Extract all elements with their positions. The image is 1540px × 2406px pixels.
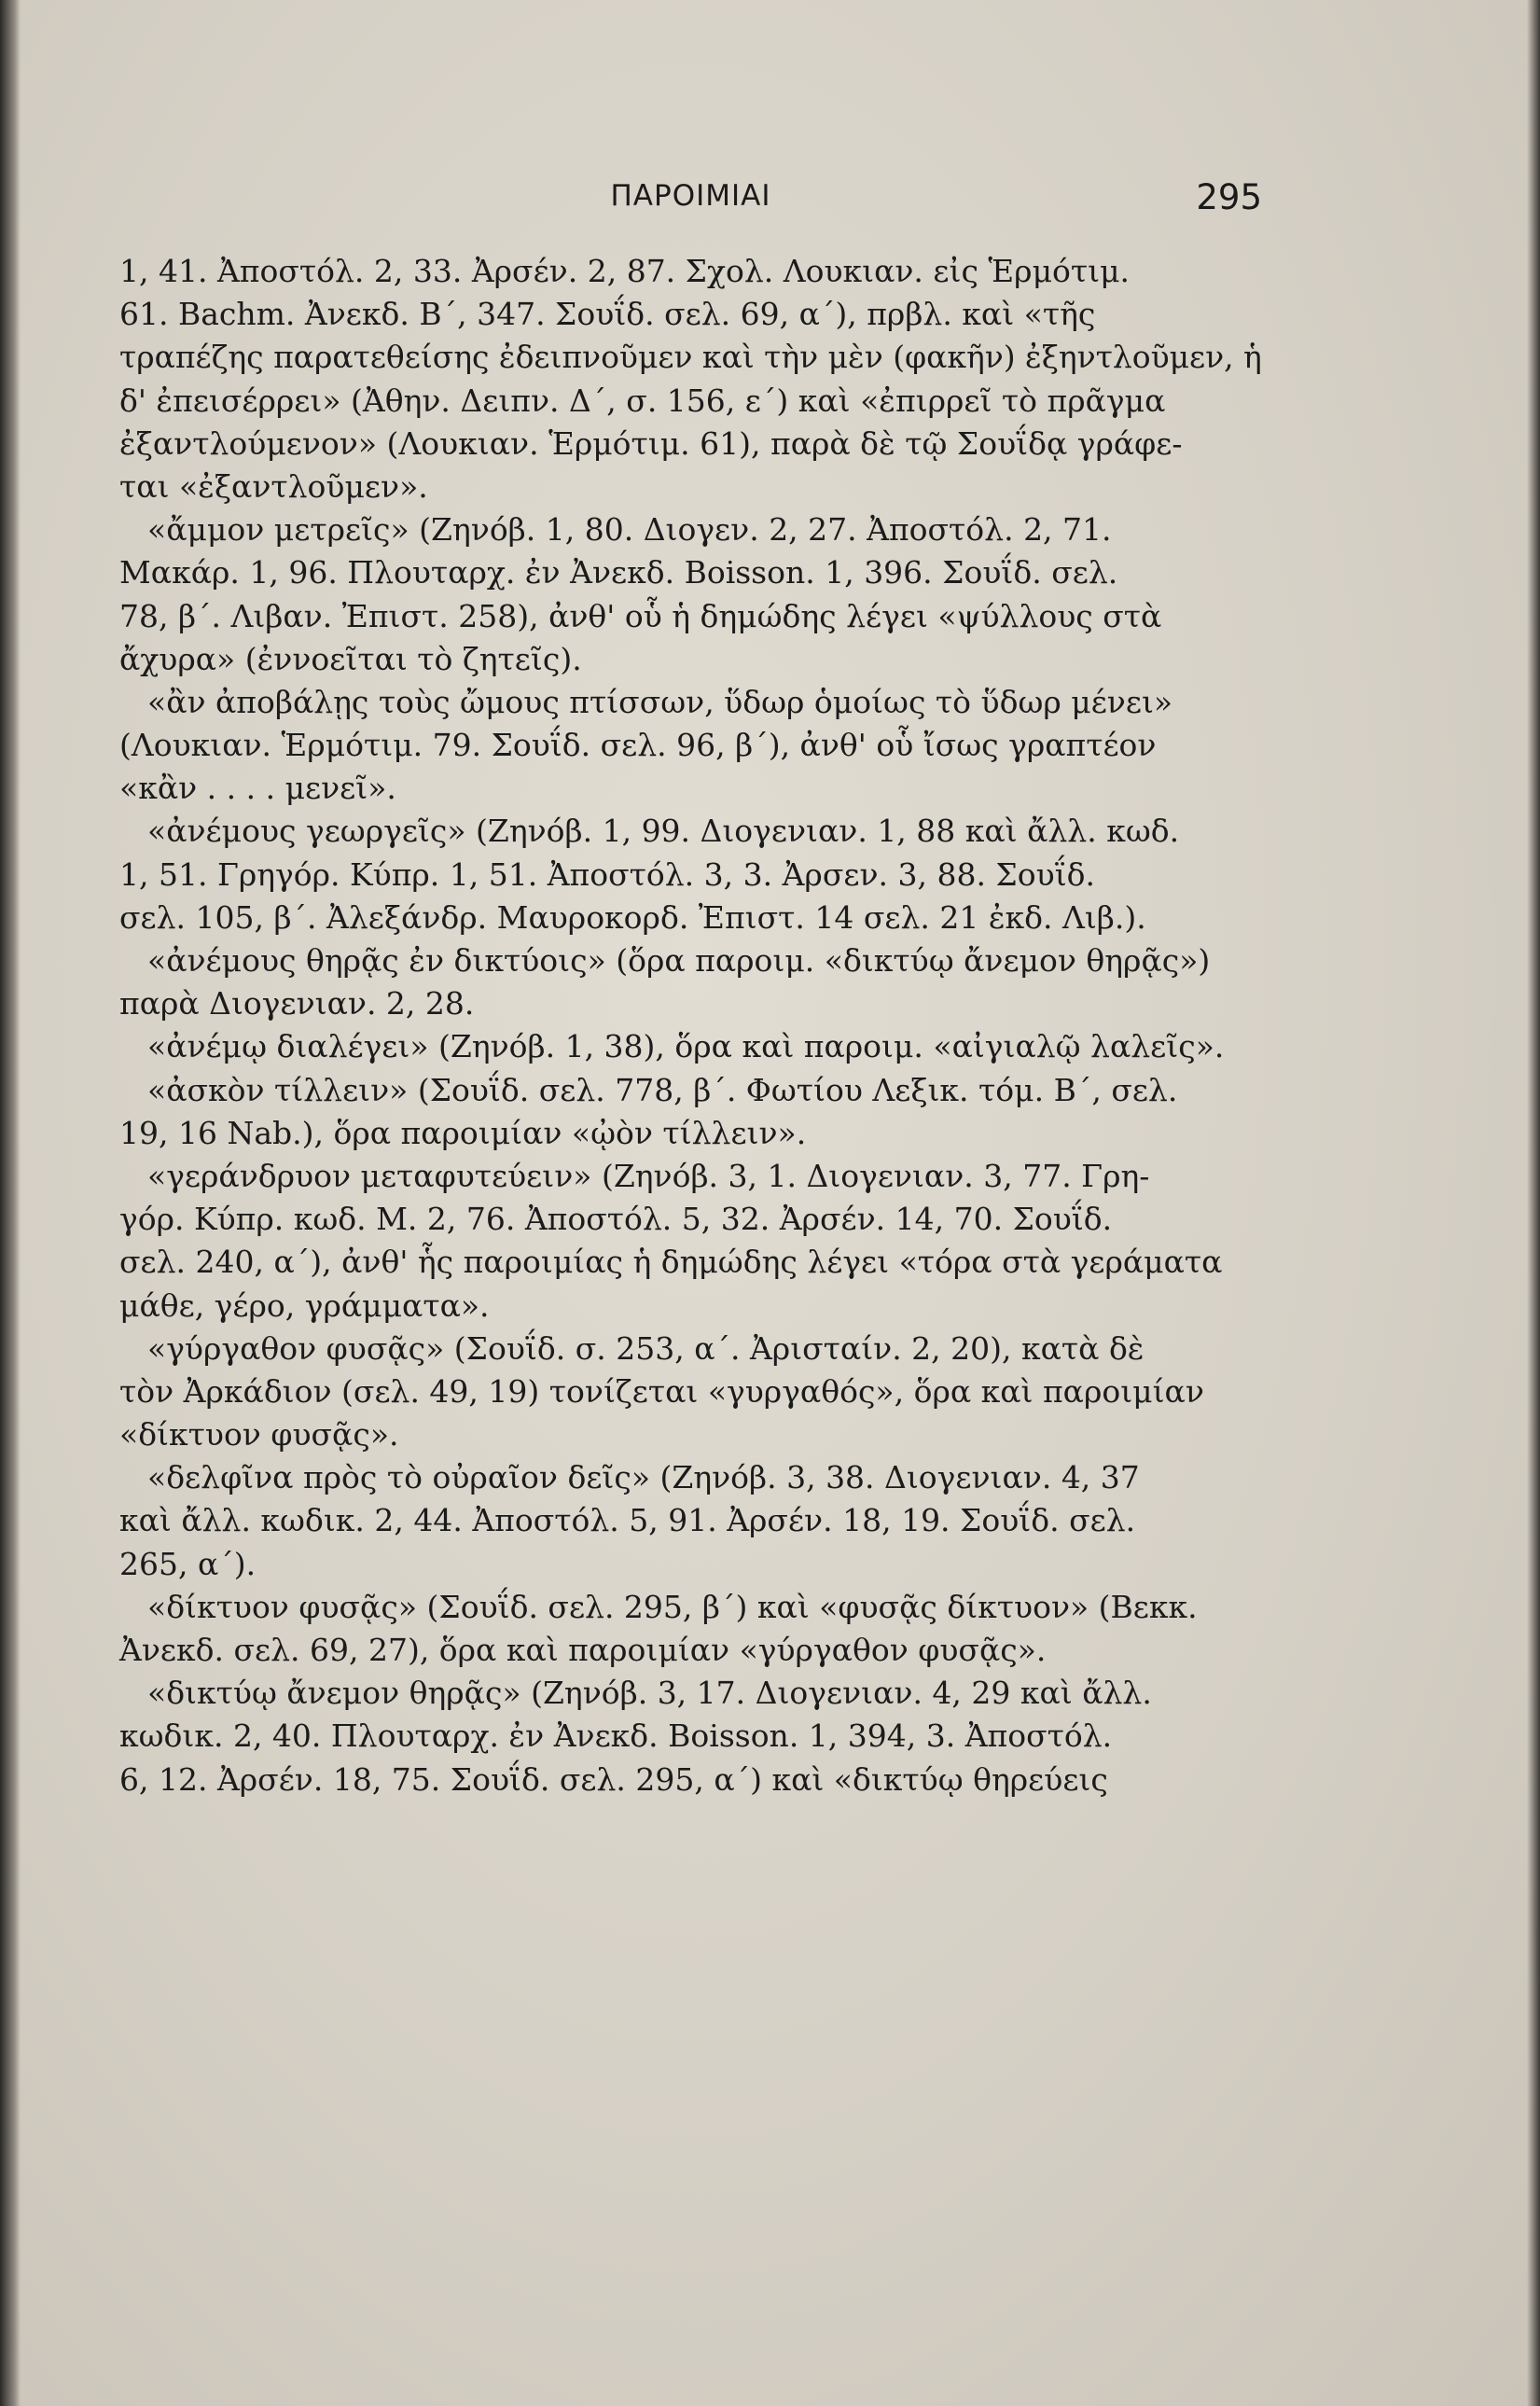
text-line: 265, α΄). — [119, 1545, 257, 1582]
page-binding-shadow — [0, 0, 21, 2406]
text-line: «ἄμμον μετρεῖς» (Ζηνόβ. 1, 80. Διογεν. 2, 27. Ἀποστόλ. 2, 71. — [147, 511, 1112, 549]
page-number: 295 — [1196, 177, 1262, 217]
running-head — [119, 179, 1262, 226]
text-line: 78, β΄. Λιβαν. Ἐπιστ. 258), ἀνθ' οὗ ἡ δημώδης λέγει «ψύλλους στὰ — [119, 597, 1162, 634]
text-line: κωδικ. 2, 40. Πλουταρχ. ἐν Ἀνεκδ. Boisson. 1, 394, 3. Ἀποστόλ. — [119, 1718, 1113, 1755]
text-line: ται «ἐξαντλοῦμεν». — [119, 467, 428, 505]
text-line: «δίκτυον φυσᾷς». — [119, 1416, 399, 1453]
text-line: «γεράνδρυον μεταφυτεύειν» (Ζηνόβ. 3, 1. Διογενιαν. 3, 77. Γρη- — [147, 1157, 1150, 1194]
text-line: (Λουκιαν. Ἑρμότιμ. 79. Σουΐδ. σελ. 96, β΄), ἀνθ' οὗ ἴσως γραπτέον — [119, 727, 1157, 764]
text-line: τραπέζης παρατεθείσης ἐδειπνοῦμεν καὶ τὴν μὲν (φακῆν) ἐξηντλοῦμεν, ἡ — [119, 339, 1262, 376]
text-line: 1, 51. Γρηγόρ. Κύπρ. 1, 51. Ἀποστόλ. 3, 3. Ἀρσεν. 3, 88. Σουΐδ. — [119, 855, 1095, 893]
text-line: «κἂν . . . . μενεῖ». — [119, 770, 396, 807]
text-line: σελ. 105, β΄. Ἀλεξάνδρ. Μαυροκορδ. Ἐπιστ. 14 σελ. 21 ἐκδ. Λιβ.). — [119, 898, 1146, 936]
page-edge-shadow — [1527, 0, 1540, 2406]
text-line: «δίκτυον φυσᾷς» (Σουΐδ. σελ. 295, β΄) καὶ «φυσᾷς δίκτυον» (Βεκκ. — [147, 1588, 1198, 1625]
text-line: μάθε, γέρο, γράμματα». — [119, 1286, 490, 1324]
text-line: ἐξαντλούμενον» (Λουκιαν. Ἑρμότιμ. 61), παρὰ δὲ τῷ Σουΐδᾳ γράφε- — [119, 424, 1183, 462]
text-line: 6, 12. Ἀρσέν. 18, 75. Σουΐδ. σελ. 295, α΄) καὶ «δικτύῳ θηρεύεις — [119, 1760, 1108, 1798]
text-line: Μακάρ. 1, 96. Πλουταρχ. ἐν Ἀνεκδ. Boisson. 1, 396. Σουΐδ. σελ. — [119, 554, 1118, 591]
text-line: δ' ἐπεισέρρει» (Ἀθην. Δειπν. Δ΄, σ. 156, ε΄) καὶ «ἐπιρρεῖ τὸ πρᾶγμα — [119, 382, 1166, 419]
text-line: «ἀνέμους γεωργεῖς» (Ζηνόβ. 1, 99. Διογενιαν. 1, 88 καὶ ἄλλ. κωδ. — [147, 813, 1180, 850]
text-line: ἄχυρα» (ἐννοεῖται τὸ ζητεῖς). — [119, 640, 582, 677]
running-title: ΠΑΡΟΙΜΙΑΙ — [610, 179, 771, 213]
text-line: καὶ ἄλλ. κωδικ. 2, 44. Ἀποστόλ. 5, 91. Ἀρσέν. 18, 19. Σουΐδ. σελ. — [119, 1502, 1136, 1539]
text-line: «δελφῖνα πρὸς τὸ οὐραῖον δεῖς» (Ζηνόβ. 3, 38. Διογενιαν. 4, 37 — [147, 1459, 1140, 1496]
text-line: «γύργαθον φυσᾷς» (Σουΐδ. σ. 253, α΄. Ἀρισταίν. 2, 20), κατὰ δὲ — [147, 1329, 1145, 1367]
text-line: «ἂν ἀποβάλῃς τοὺς ὤμους πτίσσων, ὕδωρ ὁμοίως τὸ ὕδωρ μένει» — [147, 683, 1173, 720]
text-line: 1, 41. Ἀποστόλ. 2, 33. Ἀρσέν. 2, 87. Σχολ. Λουκιαν. εἰς Ἑρμότιμ. — [119, 253, 1131, 289]
text-line: τὸν Ἀρκάδιον (σελ. 49, 19) τονίζεται «γυργαθός», ὅρα καὶ παροιμίαν — [119, 1372, 1204, 1410]
text-line: «δικτύῳ ἄνεμον θηρᾷς» (Ζηνόβ. 3, 17. Διογενιαν. 4, 29 καὶ ἄλλ. — [147, 1675, 1152, 1712]
text-line: «ἀνέμῳ διαλέγει» (Ζηνόβ. 1, 38), ὅρα καὶ παροιμ. «αἰγιαλῷ λαλεῖς». — [147, 1028, 1225, 1065]
body-text — [119, 250, 1262, 1801]
text-line: Ἀνεκδ. σελ. 69, 27), ὅρα καὶ παροιμίαν «γύργαθον φυσᾷς». — [119, 1632, 1047, 1668]
text-line: «ἀνέμους θηρᾷς ἐν δικτύοις» (ὅρα παροιμ. «δικτύῳ ἄνεμον θηρᾷς») — [147, 942, 1211, 979]
text-line: γόρ. Κύπρ. κωδ. Μ. 2, 76. Ἀποστόλ. 5, 32. Ἀρσέν. 14, 70. Σουΐδ. — [119, 1201, 1113, 1238]
text-line: σελ. 240, α΄), ἀνθ' ἧς παροιμίας ἡ δημώδης λέγει «τόρα στὰ γεράματα — [119, 1244, 1223, 1281]
text-line: 19, 16 Nab.), ὅρα παροιμίαν «ᾠὸν τίλλειν». — [119, 1114, 807, 1151]
text-line: 61. Bachm. Ἀνεκδ. Β΄, 347. Σουΐδ. σελ. 69, α΄), πρβλ. καὶ «τῆς — [119, 296, 1096, 333]
text-line: «ἀσκὸν τίλλειν» (Σουΐδ. σελ. 778, β΄. Φωτίου Λεξικ. τόμ. Β΄, σελ. — [147, 1071, 1178, 1108]
text-line: παρὰ Διογενιαν. 2, 28. — [119, 985, 475, 1022]
